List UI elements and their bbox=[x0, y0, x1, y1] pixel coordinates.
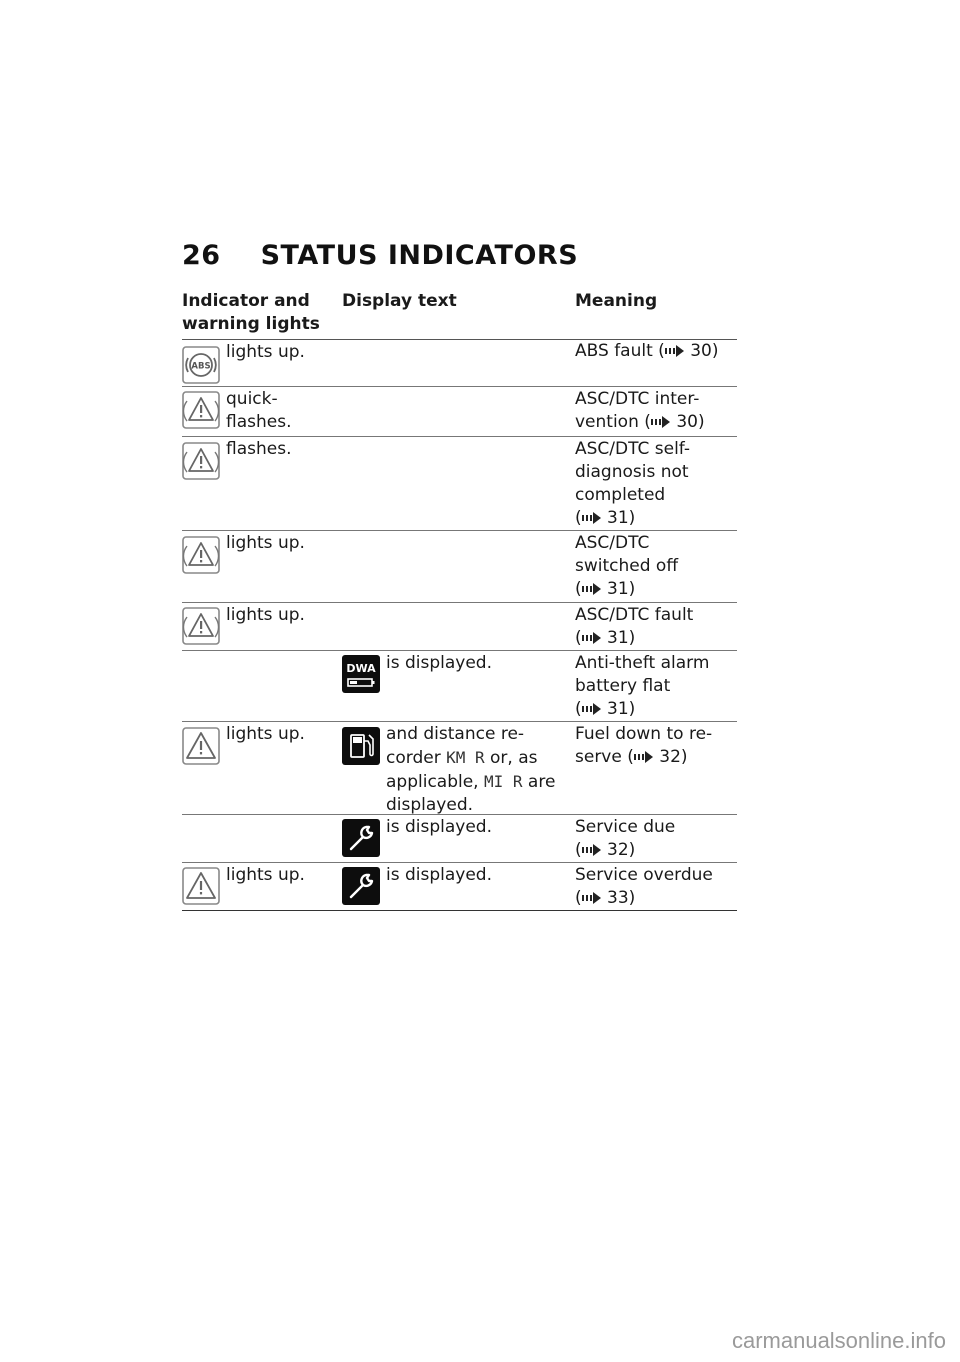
page-reference[interactable]: 31) bbox=[607, 579, 636, 599]
display-text: is displayed. bbox=[386, 817, 493, 837]
abs-warning-icon bbox=[182, 346, 220, 384]
asc-dtc-warning-icon bbox=[182, 536, 220, 574]
indicator-text: lights up. bbox=[226, 605, 305, 625]
general-warning-icon bbox=[182, 867, 220, 905]
page-reference-arrow-icon bbox=[665, 345, 685, 357]
status-indicators-table bbox=[182, 290, 737, 911]
wrench-icon bbox=[342, 867, 380, 905]
column-header-display: Display text bbox=[342, 291, 457, 311]
page-reference-arrow-icon bbox=[651, 416, 671, 428]
table-row bbox=[182, 863, 737, 911]
page-heading bbox=[182, 240, 578, 271]
meaning-text: Fuel down to re- serve ( 32) bbox=[575, 724, 713, 767]
table-row bbox=[182, 437, 737, 531]
meaning-text: Service due ( 32) bbox=[575, 817, 676, 860]
column-header-meaning: Meaning bbox=[575, 291, 658, 311]
general-warning-icon bbox=[182, 727, 220, 765]
page-number: 26 bbox=[182, 240, 221, 271]
indicator-text: lights up. bbox=[226, 342, 305, 362]
asc-dtc-warning-icon bbox=[182, 607, 220, 645]
page-reference[interactable]: 31) bbox=[607, 508, 636, 528]
page-reference-arrow-icon bbox=[582, 583, 602, 595]
svg-text:DWA: DWA bbox=[346, 662, 376, 675]
page-reference[interactable]: 30) bbox=[676, 412, 705, 432]
table-row bbox=[182, 340, 737, 387]
indicator-text: lights up. bbox=[226, 865, 305, 885]
page-reference-arrow-icon bbox=[634, 751, 654, 763]
wrench-icon bbox=[342, 819, 380, 857]
column-header-indicator: Indicator and warning lights bbox=[182, 291, 320, 334]
table-row bbox=[182, 722, 737, 815]
meaning-text: ASC/DTC switched off ( 31) bbox=[575, 533, 679, 599]
page-reference-arrow-icon bbox=[582, 703, 602, 715]
indicator-text: quick- flashes. bbox=[226, 389, 292, 432]
page-reference-arrow-icon bbox=[582, 892, 602, 904]
indicator-text: lights up. bbox=[226, 533, 305, 553]
asc-dtc-warning-icon bbox=[182, 442, 220, 480]
page-reference[interactable]: 31) bbox=[607, 628, 636, 648]
page-reference[interactable]: 32) bbox=[659, 747, 688, 767]
svg-text:ABS: ABS bbox=[191, 361, 211, 372]
page-reference-arrow-icon bbox=[582, 512, 602, 524]
table-row bbox=[182, 531, 737, 603]
dwa-battery-icon bbox=[342, 655, 380, 693]
fuel-pump-icon bbox=[342, 727, 380, 765]
distance-recorder-mi: MI R bbox=[484, 772, 523, 791]
display-text: is displayed. bbox=[386, 653, 493, 673]
table-row bbox=[182, 815, 737, 863]
page-reference[interactable]: 32) bbox=[607, 840, 636, 860]
meaning-text: ASC/DTC fault ( 31) bbox=[575, 605, 694, 648]
table-row bbox=[182, 651, 737, 722]
display-text: and distance re- corder KM R or, as applicable, MI R are displayed. bbox=[386, 724, 556, 815]
meaning-text: Anti-theft alarm battery flat ( 31) bbox=[575, 653, 710, 719]
indicator-text: lights up. bbox=[226, 724, 305, 744]
table-row bbox=[182, 603, 737, 651]
table-header bbox=[182, 290, 737, 340]
distance-recorder-km: KM R bbox=[446, 748, 485, 767]
page-reference-arrow-icon bbox=[582, 844, 602, 856]
meaning-text: ASC/DTC inter- vention ( 30) bbox=[575, 389, 705, 432]
meaning-text: ASC/DTC self- diagnosis not completed ( 31) bbox=[575, 439, 690, 528]
page-reference[interactable]: 33) bbox=[607, 888, 636, 908]
meaning-text: Service overdue ( 33) bbox=[575, 865, 713, 908]
display-text: is displayed. bbox=[386, 865, 493, 885]
table-row bbox=[182, 387, 737, 437]
footer-watermark: carmanualsonline.info bbox=[731, 1328, 946, 1353]
page-reference[interactable]: 31) bbox=[607, 699, 636, 719]
page-title: STATUS INDICATORS bbox=[260, 240, 579, 271]
page-reference-arrow-icon bbox=[582, 632, 602, 644]
page-reference[interactable]: 30) bbox=[690, 341, 719, 361]
meaning-text: ABS fault ( 30) bbox=[575, 341, 719, 361]
asc-dtc-warning-icon bbox=[182, 391, 220, 429]
indicator-text: flashes. bbox=[226, 439, 292, 459]
